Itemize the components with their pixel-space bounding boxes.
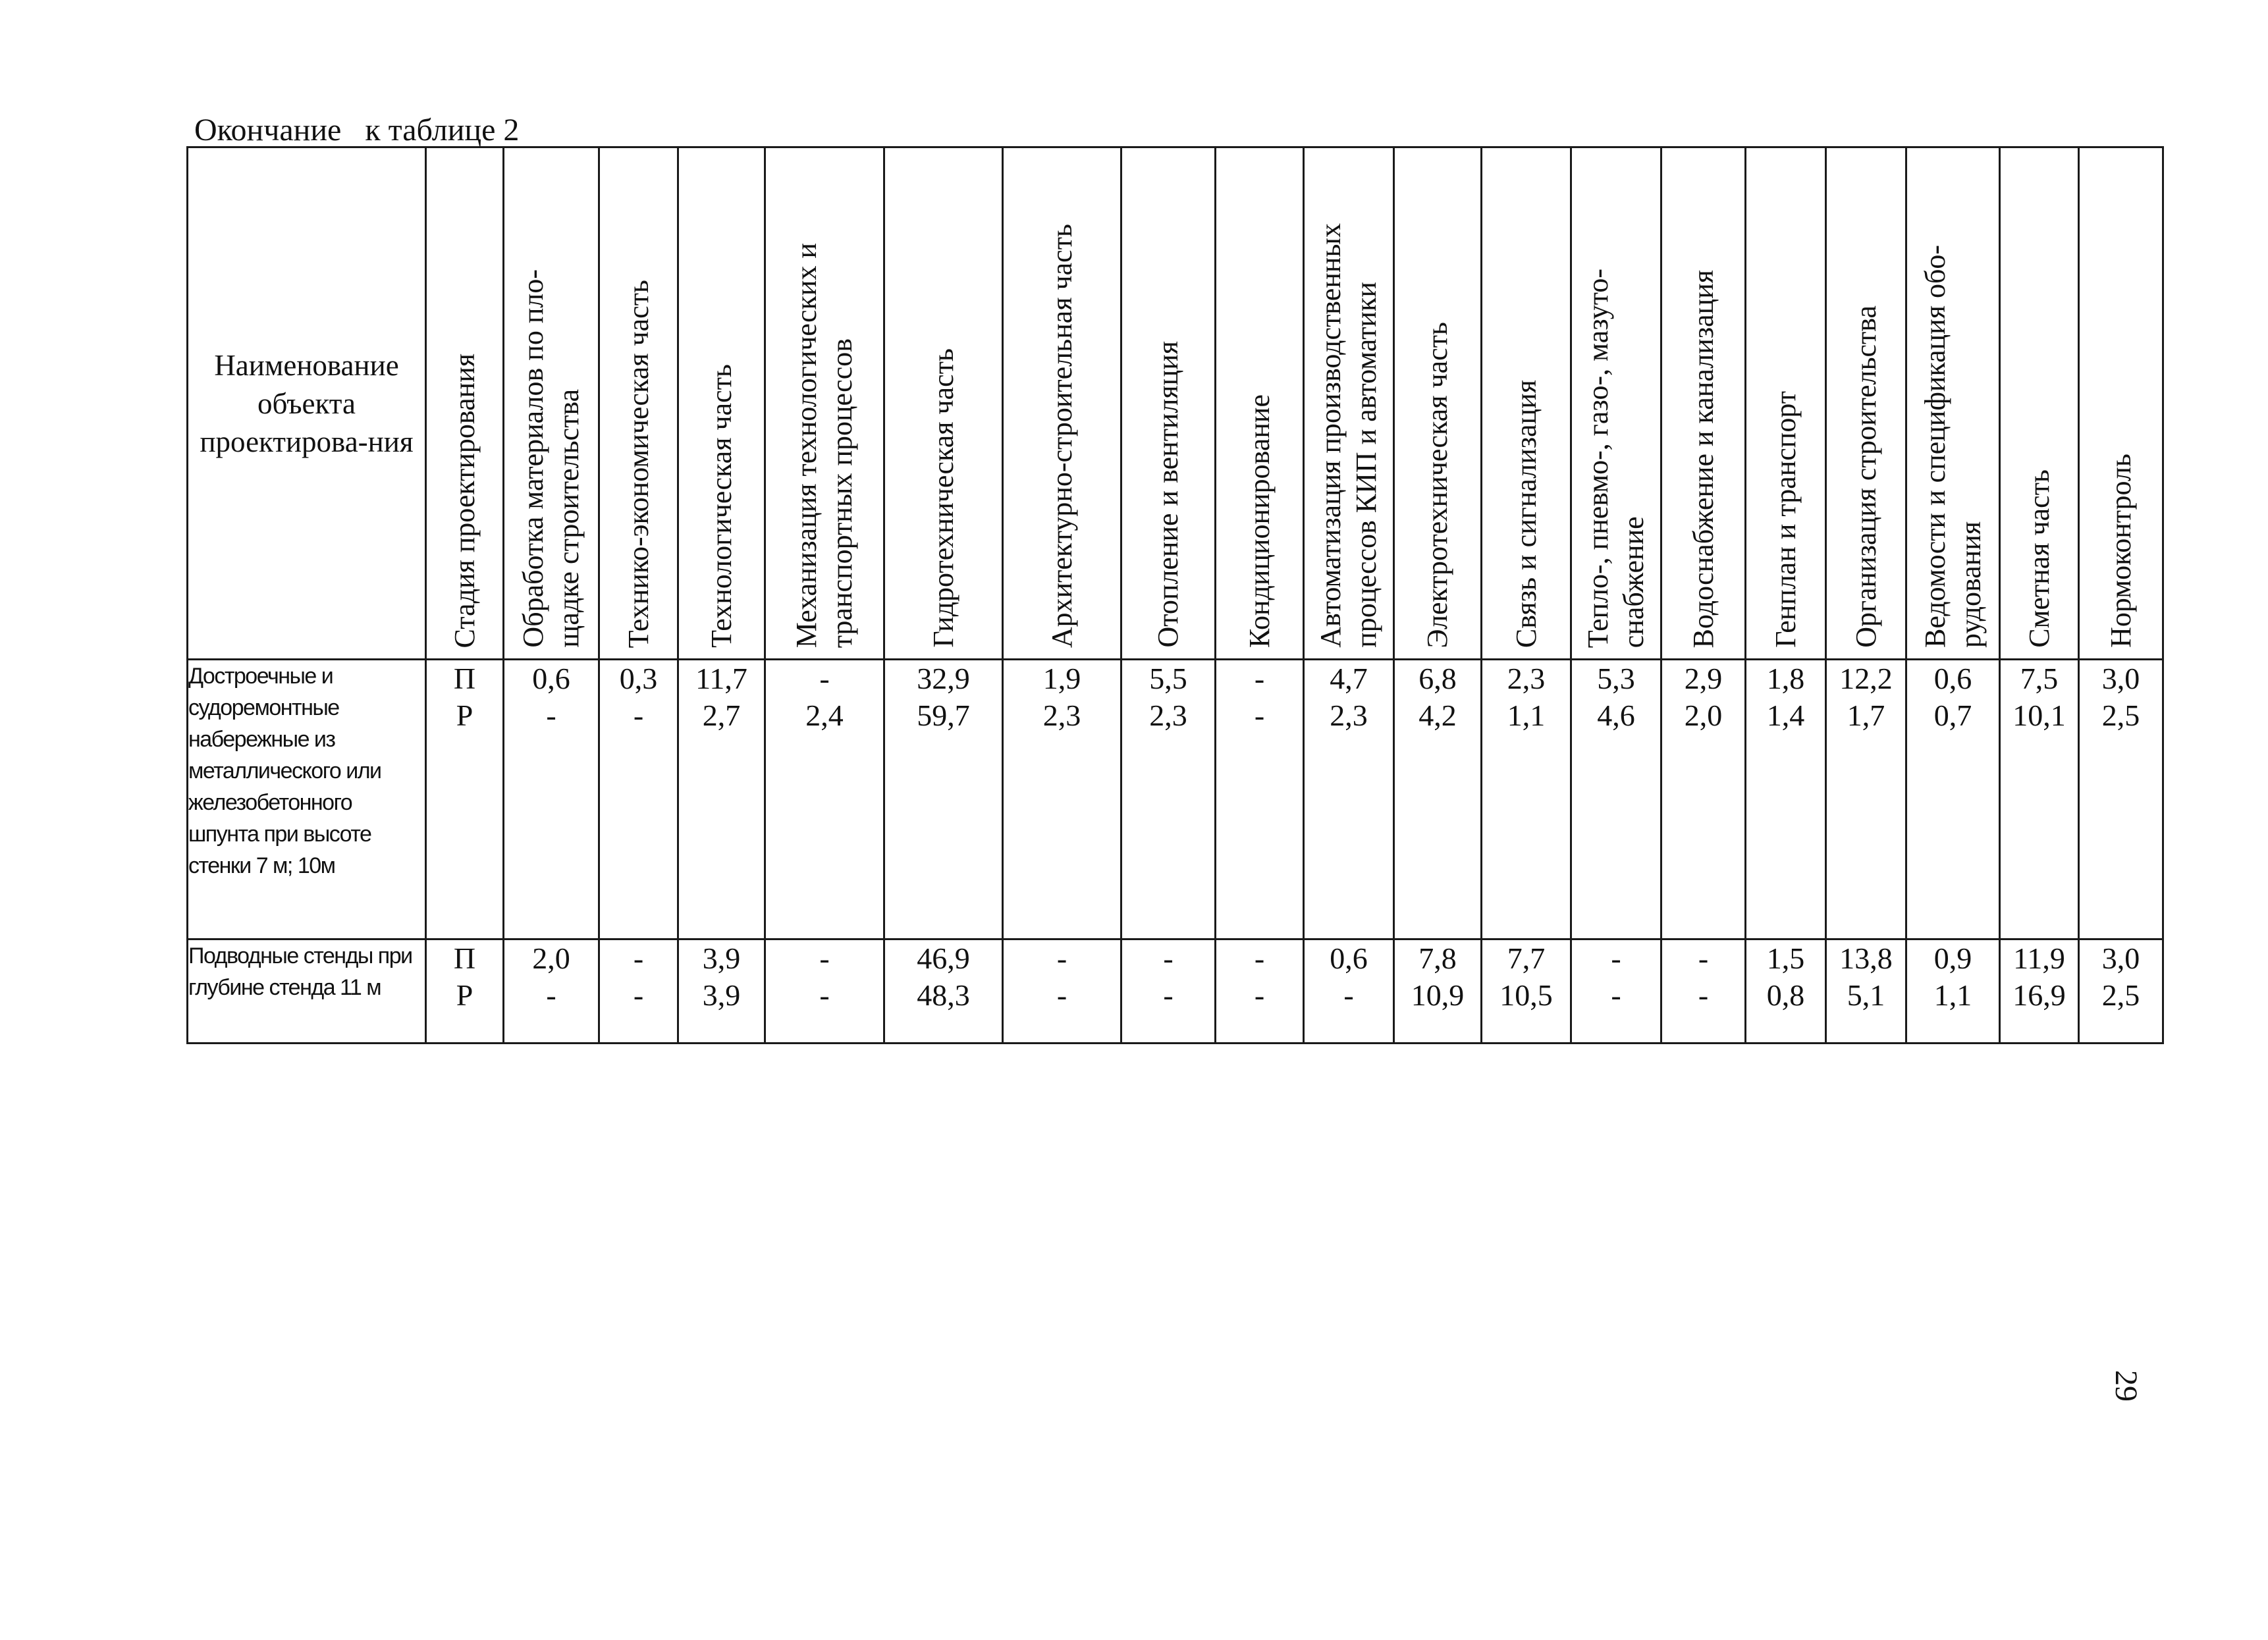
table-cell: 7,5 10,1 — [2000, 660, 2079, 939]
column-header: Автоматизация производственных процессов КИП и автоматики — [1304, 147, 1394, 660]
table-cell: - - — [1216, 660, 1304, 939]
table-cell: - - — [1216, 939, 1304, 1044]
page-number: 29 — [2109, 1370, 2144, 1402]
table-cell: 5,5 2,3 — [1121, 660, 1216, 939]
table-cell: - - — [599, 939, 678, 1044]
table-cell: 0,6 - — [504, 660, 599, 939]
table-cell: 6,8 4,2 — [1394, 660, 1482, 939]
column-header: Архитектурно-строительная часть — [1003, 147, 1121, 660]
table-cell: 7,7 10,5 — [1482, 939, 1571, 1044]
table-cell: 2,3 1,1 — [1482, 660, 1571, 939]
object-name-header: Наименование объекта проектирова-ния — [188, 147, 426, 660]
table-cell: 2,0 - — [504, 939, 599, 1044]
table-cell: - - — [1661, 939, 1746, 1044]
column-header: Связь и сигнализация — [1482, 147, 1571, 660]
column-header: Электротехническая часть — [1394, 147, 1482, 660]
table-cell: 5,3 4,6 — [1571, 660, 1661, 939]
table-cell: 3,0 2,5 — [2079, 660, 2163, 939]
table-cell: 0,6 - — [1304, 939, 1394, 1044]
column-header: Тепло-, пневмо-, газо-, мазуто- снабжение — [1571, 147, 1661, 660]
column-header: Ведомости и спецификация обо- рудования — [1906, 147, 2000, 660]
table-cell: - - — [1571, 939, 1661, 1044]
table-cell: 11,7 2,7 — [678, 660, 765, 939]
header-row — [188, 147, 2163, 660]
table-cell: - 2,4 — [765, 660, 884, 939]
table-cell: 11,9 16,9 — [2000, 939, 2079, 1044]
table-cell: - - — [765, 939, 884, 1044]
table-cell: - - — [1003, 939, 1121, 1044]
column-header: Гидротехническая часть — [884, 147, 1003, 660]
table-cell: 0,6 0,7 — [1906, 660, 2000, 939]
table-cell: 4,7 2,3 — [1304, 660, 1394, 939]
column-header: Кондиционирование — [1216, 147, 1304, 660]
table-cell: 1,8 1,4 — [1746, 660, 1826, 939]
column-header: Организация строительства — [1826, 147, 1906, 660]
table-cell: 1,5 0,8 — [1746, 939, 1826, 1044]
column-header: Отопление и вентиляция — [1121, 147, 1216, 660]
table-cell: 0,3 - — [599, 660, 678, 939]
table-cell: 2,9 2,0 — [1661, 660, 1746, 939]
column-header: Нормоконтроль — [2079, 147, 2163, 660]
table-cell: П Р — [426, 660, 504, 939]
column-header: Сметная часть — [2000, 147, 2079, 660]
table-cell: 7,8 10,9 — [1394, 939, 1482, 1044]
object-name-cell: Достроечные и судоремонтные набережные из металлического или железобетонного шпунта при высоте стенки 7 м; 10м — [188, 660, 426, 939]
table-cell: П Р — [426, 939, 504, 1044]
table-cell: - - — [1121, 939, 1216, 1044]
table-cell: 3,9 3,9 — [678, 939, 765, 1044]
table-caption: Окончание к таблице 2 — [194, 113, 520, 147]
column-header: Технико-экономическая часть — [599, 147, 678, 660]
table-cell: 1,9 2,3 — [1003, 660, 1121, 939]
table-row — [188, 939, 2163, 1044]
table-cell: 13,8 5,1 — [1826, 939, 1906, 1044]
column-header: Обработка материалов по пло- щадке строительства — [504, 147, 599, 660]
table-cell: 3,0 2,5 — [2079, 939, 2163, 1044]
table-cell: 0,9 1,1 — [1906, 939, 2000, 1044]
column-header: Механизация технологических и транспортных процессов — [765, 147, 884, 660]
table-cell: 32,9 59,7 — [884, 660, 1003, 939]
column-header: Водоснабжение и канализация — [1661, 147, 1746, 660]
object-name-cell: Подводные стенды при глубине стенда 11 м — [188, 939, 426, 1044]
data-table — [186, 146, 2164, 1044]
column-header: Технологическая часть — [678, 147, 765, 660]
column-header: Генплан и транспорт — [1746, 147, 1826, 660]
column-header: Стадия проектирования — [426, 147, 504, 660]
table-row — [188, 660, 2163, 939]
table-cell: 46,9 48,3 — [884, 939, 1003, 1044]
table-cell: 12,2 1,7 — [1826, 660, 1906, 939]
